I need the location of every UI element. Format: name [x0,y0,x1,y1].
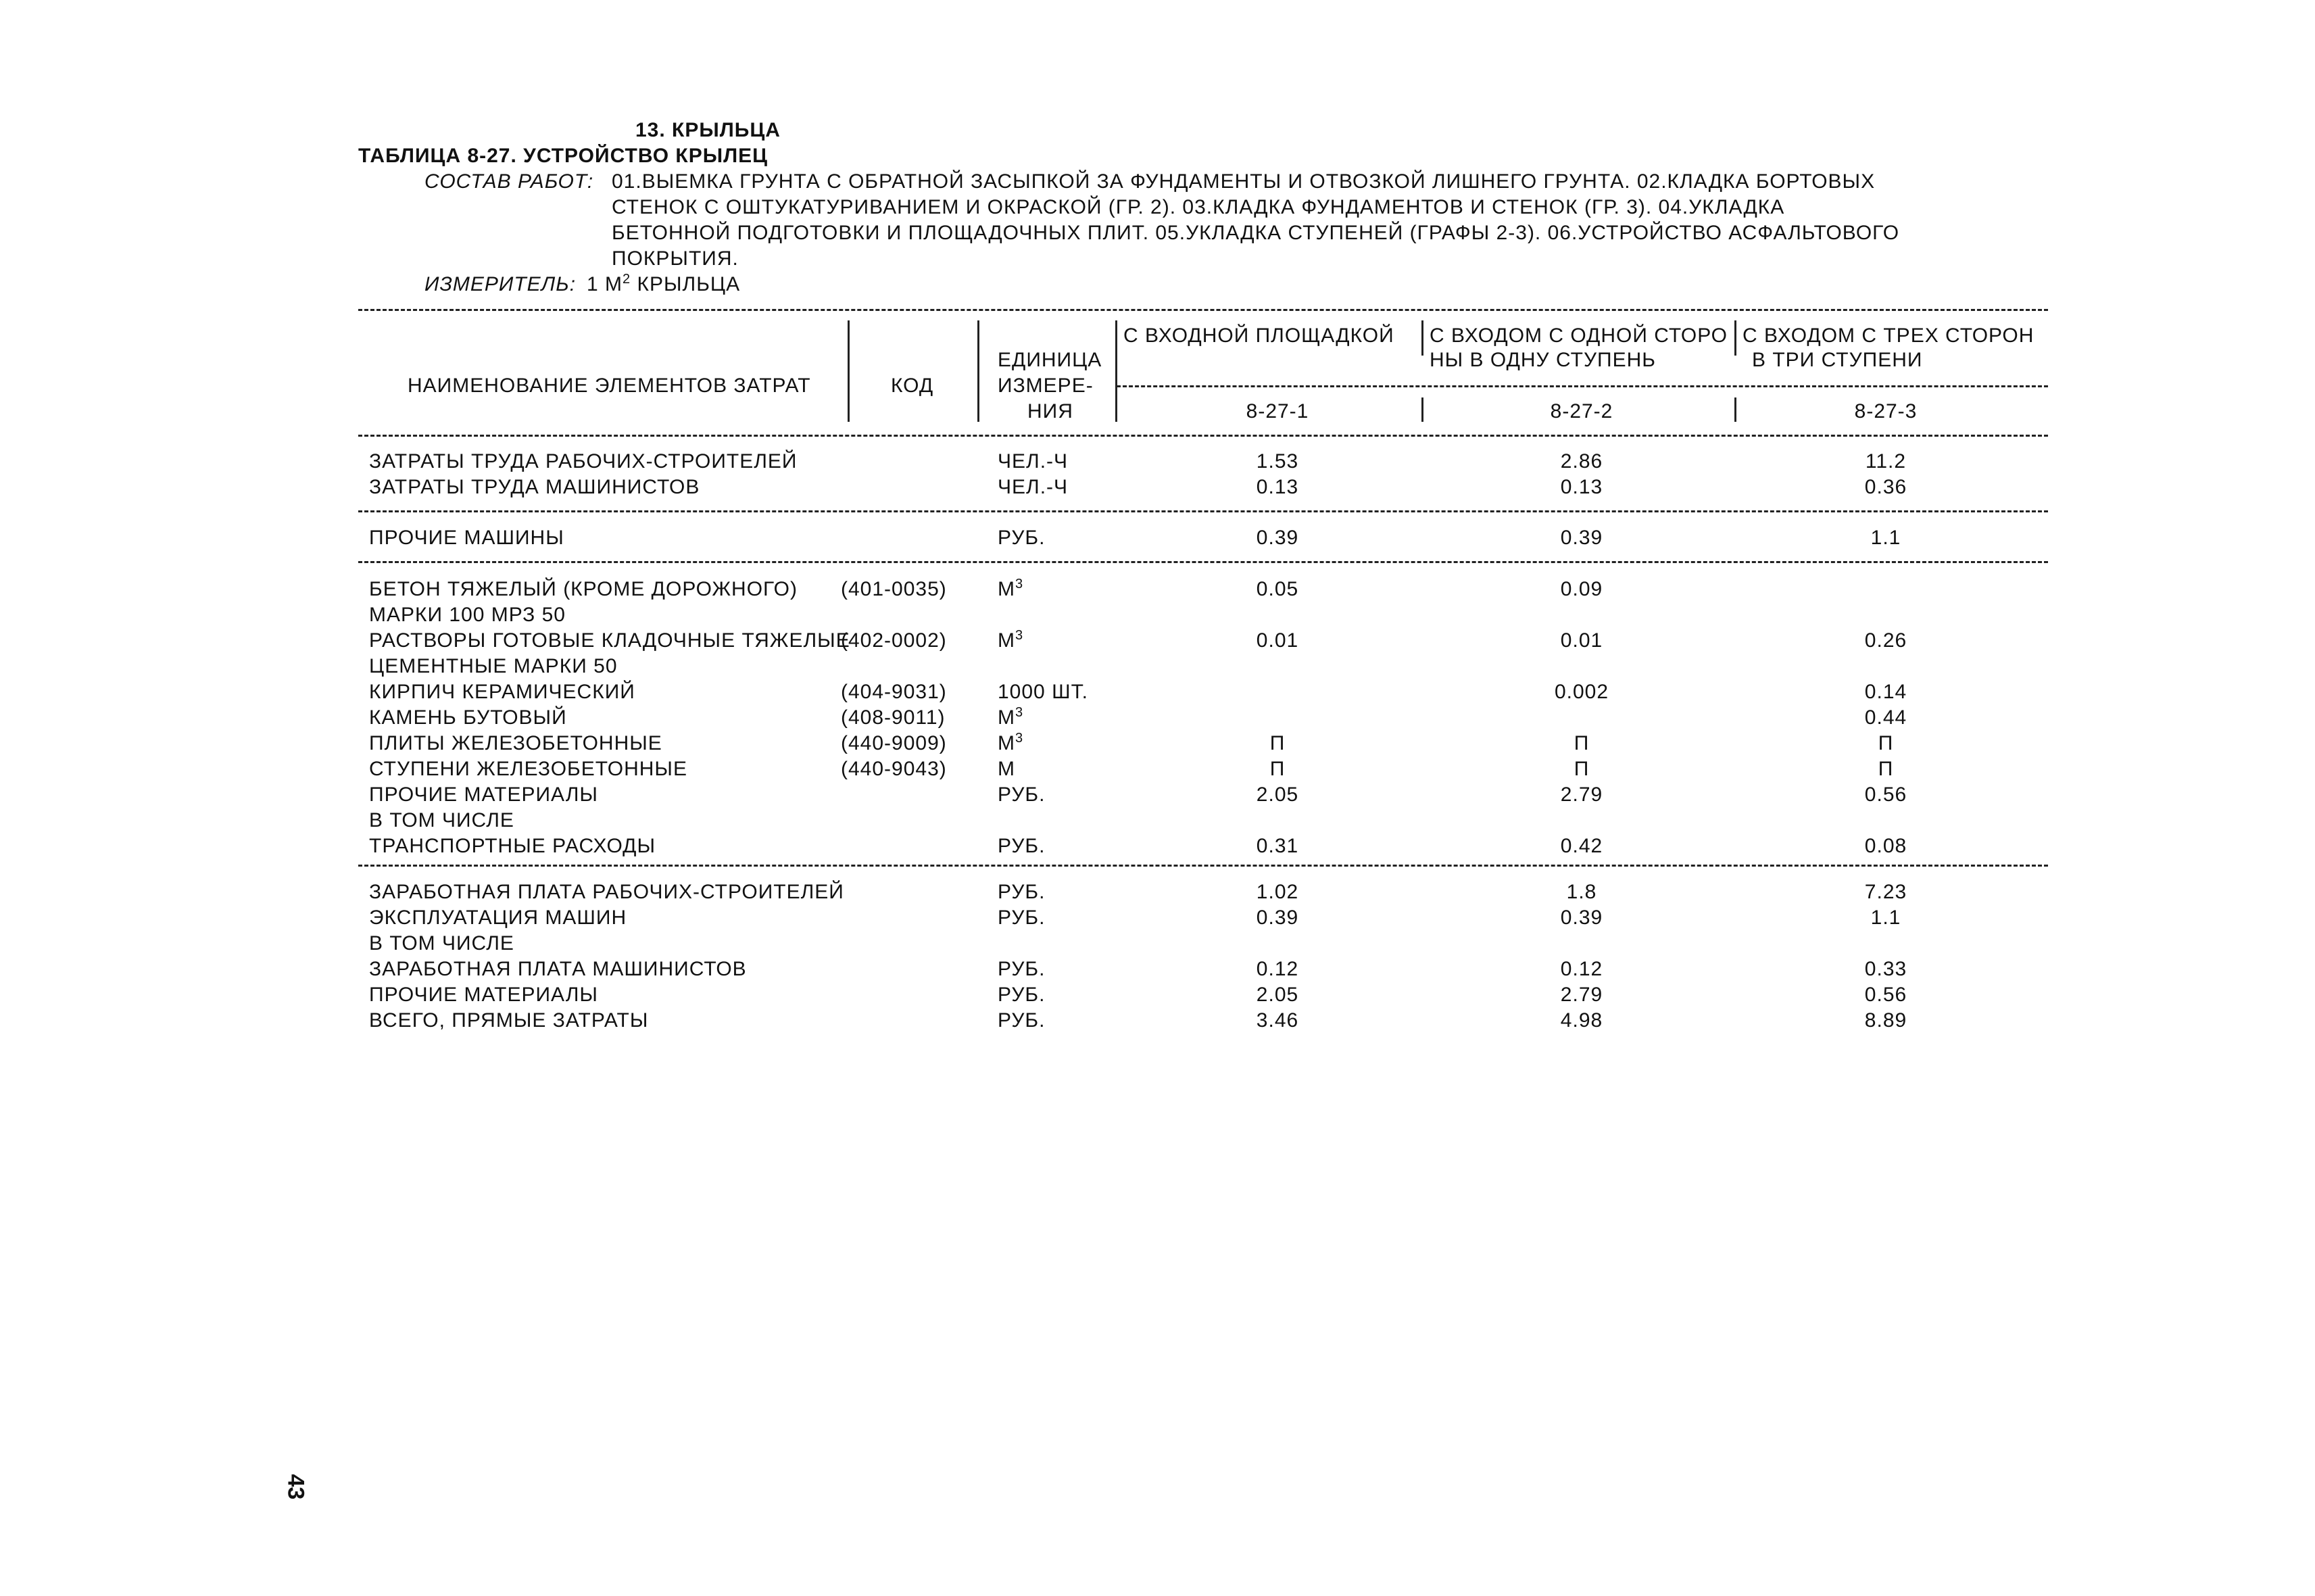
header-unit: ИЗМЕРЕ- [998,374,1094,397]
row-unit: РУБ. [998,906,1046,929]
header-col1: С ВХОДНОЙ ПЛОЩАДКОЙ [1123,324,1394,347]
measure-value: 1 $М^2$ КРЫЛЬЦА [587,272,741,295]
row-name: ЦЕМЕНТНЫЕ МАРКИ 50 [369,655,618,677]
rule-header-bottom [358,435,2048,437]
value-col3: 11.2 [1865,450,1907,473]
column-divider [1734,320,1736,356]
value-col3: 0.33 [1864,958,1907,980]
value-col1: 3.46 [1256,1009,1299,1032]
row-unit: РУБ. [998,835,1046,857]
rule-group [358,865,2048,867]
rule-header-inner [1117,385,2048,387]
row-name: ПРОЧИЕ МАТЕРИАЛЫ [369,984,598,1006]
row-name: ПЛИТЫ ЖЕЛЕЗОБЕТОННЫЕ [369,732,662,754]
table-title: ТАБЛИЦА 8-27. УСТРОЙСТВО КРЫЛЕЦ [358,145,769,167]
value-col3: П [1878,758,1894,780]
row-name: ЗАРАБОТНАЯ ПЛАТА РАБОЧИХ-СТРОИТЕЛЕЙ [369,881,844,903]
row-code: (401-0035) [841,578,947,600]
row-name: ЗАРАБОТНАЯ ПЛАТА МАШИНИСТОВ [369,958,747,980]
unit-superscript: 3 [1015,705,1024,720]
row-name: СТУПЕНИ ЖЕЛЕЗОБЕТОННЫЕ [369,758,687,780]
value-col3: 0.44 [1864,706,1907,729]
header-code: КОД [891,374,934,397]
value-col3: 0.08 [1864,835,1907,857]
value-col3: 7.23 [1864,881,1907,903]
value-col2: П [1574,758,1590,780]
rule-group [358,561,2048,563]
value-col1: 0.31 [1256,835,1299,857]
row-unit: ЧЕЛ.-Ч [998,476,1069,498]
row-unit: $М^3$ [998,731,1024,754]
row-name: ЭКСПЛУАТАЦИЯ МАШИН [369,906,627,929]
value-col1: 2.05 [1256,984,1299,1006]
value-col1: 0.01 [1256,629,1299,652]
row-name: ПРОЧИЕ МАТЕРИАЛЫ [369,783,598,806]
value-col2: 2.79 [1560,783,1603,806]
row-name: ТРАНСПОРТНЫЕ РАСХОДЫ [369,835,656,857]
section-title: 13. КРЫЛЬЦА [635,119,781,141]
rule-group [358,510,2048,512]
header-col3: С ВХОДОМ С ТРЕХ СТОРОН [1743,324,2034,347]
row-unit: 1000 ШТ. [998,681,1088,703]
row-name: КАМЕНЬ БУТОВЫЙ [369,706,567,729]
row-name: РАСТВОРЫ ГОТОВЫЕ КЛАДОЧНЫЕ ТЯЖЕЛЫЕ [369,629,850,652]
value-col2: П [1574,732,1590,754]
row-code: (402-0002) [841,629,947,652]
row-unit: ЧЕЛ.-Ч [998,450,1069,473]
column-divider [1421,320,1423,356]
row-name: ПРОЧИЕ МАШИНЫ [369,527,564,549]
value-col2: 0.42 [1560,835,1603,857]
row-unit: РУБ. [998,527,1046,549]
header-col2: НЫ В ОДНУ СТУПЕНЬ [1430,349,1656,371]
value-col1: 0.12 [1256,958,1299,980]
value-col3: 0.56 [1864,984,1907,1006]
value-col2: 0.39 [1560,906,1603,929]
column-divider [1115,320,1117,422]
page-number: 43 [283,1474,309,1500]
row-name: БЕТОН ТЯЖЕЛЫЙ (КРОМЕ ДОРОЖНОГО) [369,578,798,600]
value-col2: 1.8 [1566,881,1597,903]
value-col2: 4.98 [1560,1009,1603,1032]
value-col1: 1.53 [1256,450,1299,473]
header-col2: С ВХОДОМ С ОДНОЙ СТОРО [1430,324,1728,347]
value-col1: П [1269,732,1286,754]
row-code: (440-9043) [841,758,947,780]
value-col2: 0.13 [1560,476,1603,498]
unit-superscript: 3 [1015,731,1024,746]
measure-label: ИЗМЕРИТЕЛЬ: [424,273,577,295]
value-col1: 2.05 [1256,783,1299,806]
value-col1: 0.05 [1256,578,1299,600]
value-col1: 0.13 [1256,476,1299,498]
value-col1: П [1269,758,1286,780]
row-unit: РУБ. [998,881,1046,903]
unit-superscript: 3 [1015,577,1024,591]
column-divider [1734,397,1736,422]
row-name: ЗАТРАТЫ ТРУДА МАШИНИСТОВ [369,476,700,498]
header-unit: ЕДИНИЦА [998,349,1102,371]
row-unit: $М^3$ [998,705,1024,729]
value-col3: 0.26 [1864,629,1907,652]
value-col2: 0.01 [1560,629,1603,652]
header-name: НАИМЕНОВАНИЕ ЭЛЕМЕНТОВ ЗАТРАТ [408,374,811,397]
header-unit: НИЯ [1027,400,1073,422]
row-unit: РУБ. [998,1009,1046,1032]
column-divider [848,320,850,422]
value-col3: П [1878,732,1894,754]
value-col1: 0.39 [1256,906,1299,929]
column-divider [1421,397,1423,422]
row-code: (408-9011) [841,706,946,729]
row-name: ЗАТРАТЫ ТРУДА РАБОЧИХ-СТРОИТЕЛЕЙ [369,450,798,473]
composition-line: СТЕНОК С ОШТУКАТУРИВАНИЕМ И ОКРАСКОЙ (ГР. 2). 03.КЛАДКА ФУНДАМЕНТОВ И СТЕНОК (ГР. 3). 04.УКЛАДКА [612,196,1785,218]
rule-top [358,309,2048,311]
row-unit: М [998,758,1015,780]
header-col3: В ТРИ СТУПЕНИ [1752,349,1923,371]
value-col3: 0.14 [1864,681,1907,703]
value-col2: 0.09 [1560,578,1603,600]
row-name: МАРКИ 100 МРЗ 50 [369,604,566,626]
composition-line: 01.ВЫЕМКА ГРУНТА С ОБРАТНОЙ ЗАСЫПКОЙ ЗА ФУНДАМЕНТЫ И ОТВОЗКОЙ ЛИШНЕГО ГРУНТА. 02.КЛАДКА БОРТОВЫХ [612,170,1876,193]
value-col1: 0.39 [1256,527,1299,549]
row-code: (404-9031) [841,681,947,703]
composition-label: СОСТАВ РАБОТ: [424,170,594,193]
row-name: КИРПИЧ КЕРАМИЧЕСКИЙ [369,681,635,703]
value-col3: 1.1 [1870,906,1901,929]
row-name: В ТОМ ЧИСЛЕ [369,932,514,954]
header-code-col1: 8-27-1 [1246,400,1309,422]
value-col3: 0.36 [1864,476,1907,498]
value-col2: 0.002 [1554,681,1609,703]
header-code-col3: 8-27-3 [1854,400,1918,422]
value-col2: 2.79 [1560,984,1603,1006]
value-col2: 0.12 [1560,958,1603,980]
row-name: В ТОМ ЧИСЛЕ [369,809,514,831]
value-col1: 1.02 [1256,881,1299,903]
composition-line: БЕТОННОЙ ПОДГОТОВКИ И ПЛОЩАДОЧНЫХ ПЛИТ. 05.УКЛАДКА СТУПЕНЕЙ (ГРАФЫ 2-3). 06.УСТРОЙСТВО АСФАЛЬТОВОГО [612,222,1900,244]
value-col3: 0.56 [1864,783,1907,806]
value-col2: 2.86 [1560,450,1603,473]
unit-superscript: 3 [1015,628,1024,643]
row-unit: РУБ. [998,783,1046,806]
row-unit: РУБ. [998,958,1046,980]
row-unit: $М^3$ [998,577,1024,600]
value-col3: 1.1 [1870,527,1901,549]
header-code-col2: 8-27-2 [1550,400,1613,422]
row-name: ВСЕГО, ПРЯМЫЕ ЗАТРАТЫ [369,1009,649,1032]
value-col2: 0.39 [1560,527,1603,549]
column-divider [977,320,979,422]
row-unit: РУБ. [998,984,1046,1006]
row-unit: $М^3$ [998,628,1024,652]
row-code: (440-9009) [841,732,947,754]
value-col3: 8.89 [1864,1009,1907,1032]
composition-line: ПОКРЫТИЯ. [612,247,739,270]
